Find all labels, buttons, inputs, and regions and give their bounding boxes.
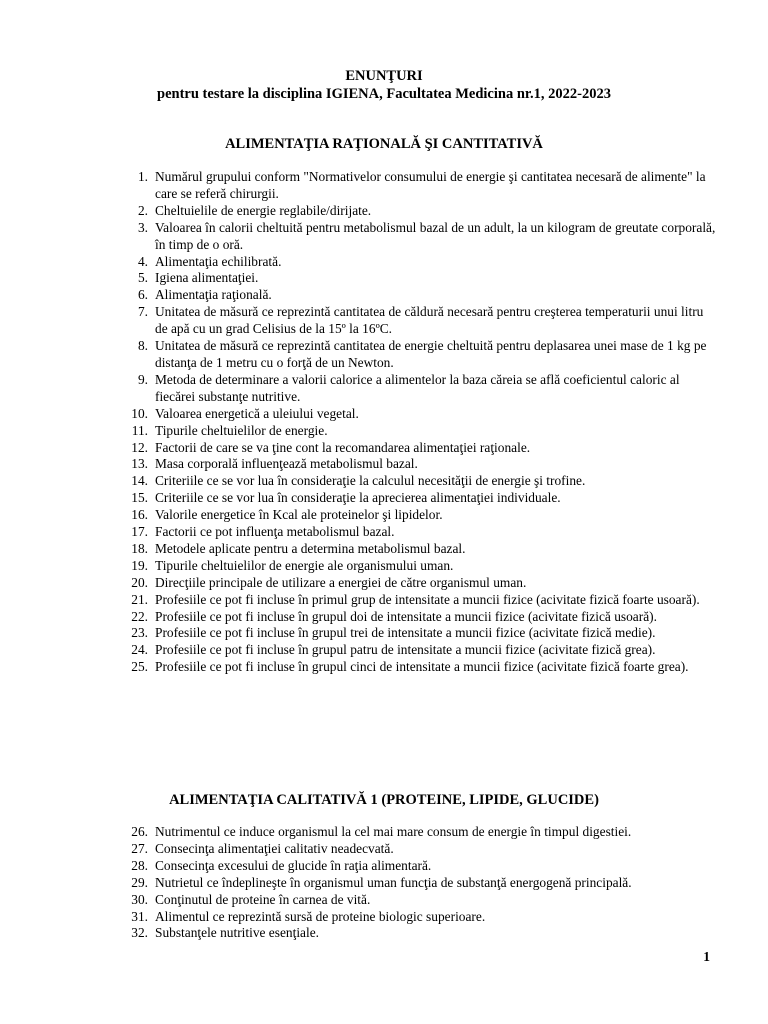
list-item-text: Masa corporală influenţează metabolismul bazal. <box>155 456 418 472</box>
list-item <box>118 507 718 524</box>
list-item-text: Conţinutul de proteine în carnea de vită. <box>155 891 371 907</box>
list-item-text: Metoda de determinare a valorii calorice a alimentelor la baza căreia se află coeficientul caloric al fiecărei substanţe nutritive. <box>155 371 680 404</box>
list-item <box>118 925 718 942</box>
list-item-number: 17. <box>131 524 148 540</box>
list-item-text: Alimentaţia echilibrată. <box>155 253 282 269</box>
list-item-number: 20. <box>131 574 148 590</box>
list-item-number: 31. <box>131 908 148 924</box>
list-item-text: Consecinţa alimentaţiei calitativ neadecvată. <box>155 840 394 856</box>
list-item <box>118 909 718 926</box>
question-list-qualitative <box>118 824 718 942</box>
list-item <box>118 372 718 406</box>
section-heading-qualitative: ALIMENTAŢIA CALITATIVĂ 1 (PROTEINE, LIPIDE, GLUCIDE) <box>169 792 599 808</box>
list-item-number: 26. <box>131 824 148 839</box>
list-item-number: 32. <box>131 925 148 941</box>
list-item-text: Unitatea de măsură ce reprezintă cantitatea de căldură necesară pentru creşterea temperaturii unui litru de apă cu un grad Celisius de la 15º la 16ºC. <box>155 304 704 337</box>
list-item <box>118 440 718 457</box>
list-item-text: Alimentul ce reprezintă sursă de proteine biologic superioare. <box>155 908 486 924</box>
list-item-text: Valoarea în calorii cheltuită pentru metabolismul bazal de un adult, la un kilogram de greutate corporală, în timp de o oră. <box>155 219 716 252</box>
list-item-text: Direcţiile principale de utilizare a energiei de către organismul uman. <box>155 574 527 590</box>
list-item-text: Profesiile ce pot fi incluse în grupul patru de intensitate a muncii fizice (acivitate fizică grea). <box>155 642 656 658</box>
question-list-rational <box>118 169 718 676</box>
list-item-text: Factorii de care se va ţine cont la recomandarea alimentaţiei raţionale. <box>155 439 531 455</box>
list-item-text: Igiena alimentaţiei. <box>155 270 259 286</box>
section-heading-rational: ALIMENTAŢIA RAŢIONALĂ ŞI CANTITATIVĂ <box>225 136 543 152</box>
list-item-number: 12. <box>131 439 148 455</box>
list-item <box>118 423 718 440</box>
list-item-number: 5. <box>137 270 148 286</box>
list-item-number: 28. <box>131 857 148 873</box>
list-item-text: Tipurile cheltuielilor de energie ale organismului uman. <box>155 557 454 573</box>
list-item <box>118 625 718 642</box>
list-item <box>118 270 718 287</box>
list-item <box>118 558 718 575</box>
list-item-number: 15. <box>131 490 148 506</box>
list-item-text: Cheltuielile de energie reglabile/dirijate. <box>155 202 372 218</box>
list-item-text: Criteriile ce se vor lua în consideraţie la aprecierea alimentaţiei individuale. <box>155 490 561 506</box>
list-item-number: 11. <box>131 422 148 438</box>
list-item-number: 9. <box>137 371 148 387</box>
list-item <box>118 304 718 338</box>
list-item <box>118 892 718 909</box>
page-number: 1 <box>703 949 710 964</box>
list-item-number: 6. <box>137 287 148 303</box>
document-subtitle: pentru testare la disciplina IGIENA, Facultatea Medicina nr.1, 2022-2023 <box>157 86 611 102</box>
list-item-text: Tipurile cheltuielilor de energie. <box>155 422 328 438</box>
list-item-text: Nutrimentul ce induce organismul la cel mai mare consum de energie în timpul digestiei. <box>155 824 632 839</box>
list-item <box>118 875 718 892</box>
list-item-number: 21. <box>131 591 148 607</box>
list-item <box>118 473 718 490</box>
list-item-number: 16. <box>131 507 148 523</box>
list-item <box>118 287 718 304</box>
list-item-text: Profesiile ce pot fi incluse în grupul doi de intensitate a muncii fizice (acivitate fizică usoară). <box>155 608 657 624</box>
list-item-number: 18. <box>131 540 148 556</box>
list-item-number: 19. <box>131 557 148 573</box>
list-item-text: Valoarea energetică a uleiului vegetal. <box>155 405 359 421</box>
list-item-text: Numărul grupului conform "Normativelor consumului de energie şi cantitatea necesară de alimente" la care se referă chirurgii. <box>155 169 706 201</box>
list-item <box>118 659 718 676</box>
list-item-number: 22. <box>131 608 148 624</box>
list-item-number: 13. <box>131 456 148 472</box>
list-item <box>118 541 718 558</box>
list-item-number: 23. <box>131 625 148 641</box>
list-item <box>118 592 718 609</box>
list-item <box>118 406 718 423</box>
list-item-number: 4. <box>137 253 148 269</box>
list-item-text: Profesiile ce pot fi incluse în grupul trei de intensitate a muncii fizice (acivitate fizică medie). <box>155 625 656 641</box>
list-item <box>118 524 718 541</box>
list-item-number: 14. <box>131 473 148 489</box>
list-item <box>118 254 718 271</box>
list-item-text: Alimentaţia raţională. <box>155 287 272 303</box>
list-item-number: 3. <box>137 219 148 235</box>
list-item-text: Substanţele nutritive esenţiale. <box>155 925 319 941</box>
list-item-number: 1. <box>137 169 148 184</box>
list-item-text: Criteriile ce se vor lua în consideraţie la calculul necesităţii de energie şi trofine. <box>155 473 586 489</box>
list-item-number: 27. <box>131 840 148 856</box>
list-item <box>118 490 718 507</box>
list-item-number: 30. <box>131 891 148 907</box>
list-item-text: Valorile energetice în Kcal ale proteinelor şi lipidelor. <box>155 507 443 523</box>
list-item-text: Profesiile ce pot fi incluse în grupul cinci de intensitate a muncii fizice (acivitate fizică foarte grea). <box>155 659 689 675</box>
list-item-number: 10. <box>131 405 148 421</box>
list-item-number: 7. <box>137 304 148 320</box>
list-item <box>118 642 718 659</box>
list-item <box>118 456 718 473</box>
list-item-text: Consecinţa excesului de glucide în raţia alimentară. <box>155 857 432 873</box>
list-item <box>118 575 718 592</box>
list-item <box>118 169 718 203</box>
list-item-text: Metodele aplicate pentru a determina metabolismul bazal. <box>155 540 466 556</box>
list-item <box>118 858 718 875</box>
list-item <box>118 609 718 626</box>
list-item-text: Nutrietul ce îndeplineşte în organismul uman funcţia de substanţă energogenă principală. <box>155 874 632 890</box>
list-item <box>118 338 718 372</box>
list-item <box>118 203 718 220</box>
list-item-text: Factorii ce pot influenţa metabolismul bazal. <box>155 524 395 540</box>
list-item-text: Profesiile ce pot fi incluse în primul grup de intensitate a muncii fizice (acivitate fizică foarte usoară). <box>155 591 700 607</box>
list-item-number: 2. <box>137 202 148 218</box>
list-item-number: 24. <box>131 642 148 658</box>
list-item-text: Unitatea de măsură ce reprezintă cantitatea de energie cheltuită pentru deplasarea unei mase de 1 kg pe distanţa de 1 metru cu o forţă de un Newton. <box>155 338 707 370</box>
list-item <box>118 841 718 858</box>
document-title: ENUNŢURI <box>345 68 423 84</box>
list-item <box>118 220 718 254</box>
list-item-number: 25. <box>131 659 148 675</box>
list-item-number: 29. <box>131 874 148 890</box>
list-item <box>118 824 718 841</box>
list-item-number: 8. <box>137 338 148 354</box>
